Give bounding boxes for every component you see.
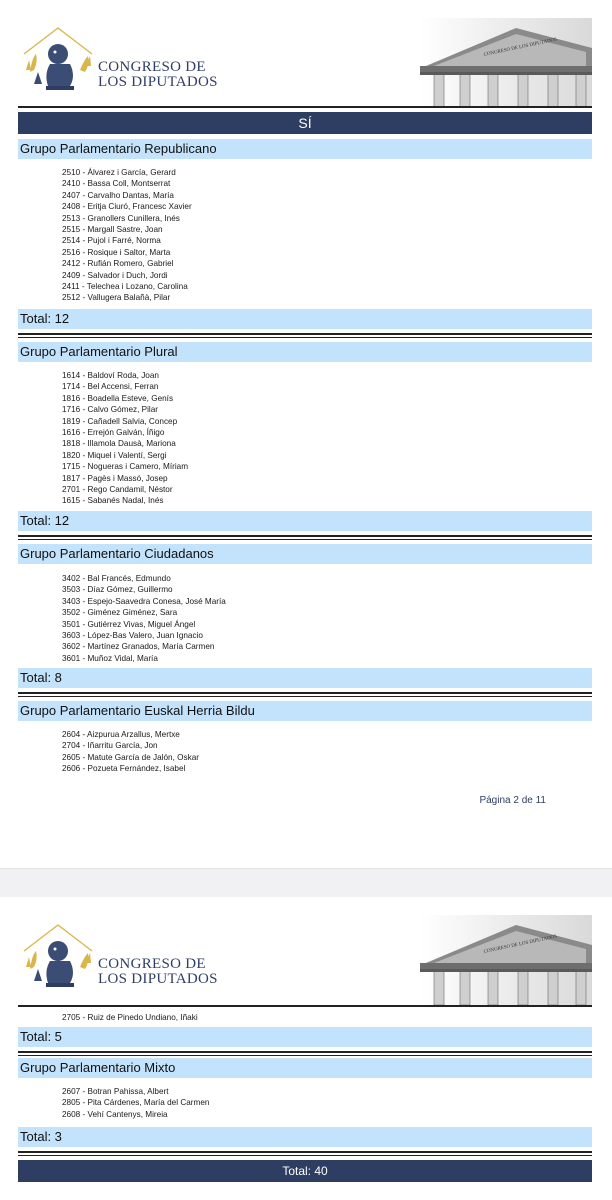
member-item: 1817 - Pagès i Massó, Josep xyxy=(62,473,168,483)
member-item: 3601 - Muñoz Vidal, María xyxy=(62,653,158,663)
member-item: 3501 - Gutiérrez Vivas, Miguel Ángel xyxy=(62,619,196,629)
member-item: 2704 - Iñarritu García, Jon xyxy=(62,741,158,751)
member-list xyxy=(62,370,188,507)
member-item: 3602 - Martínez Granados, María Carmen xyxy=(62,642,215,652)
member-item: 1614 - Baldoví Roda, Joan xyxy=(62,371,159,380)
congreso-lion-logo xyxy=(20,14,100,98)
grand-total: Total: 40 xyxy=(18,1160,592,1182)
building-sign-text: CONGRESO DE LOS DIPUTADOS xyxy=(483,934,558,955)
group-title: Grupo Parlamentario Euskal Herria Bildu xyxy=(18,701,592,721)
group-separator xyxy=(18,333,592,338)
member-item: 1714 - Bel Accensi, Ferran xyxy=(62,382,159,392)
group-separator xyxy=(18,1151,592,1156)
member-item: 3603 - López-Bas Valero, Juan Ignacio xyxy=(62,631,203,641)
member-item: 1616 - Errejón Galván, Íñigo xyxy=(62,428,165,438)
member-item: 3402 - Bal Francés, Edmundo xyxy=(62,574,171,583)
member-item: 2408 - Eritja Ciuró, Francesc Xavier xyxy=(62,202,192,212)
member-list xyxy=(62,1086,209,1120)
member-item: 1715 - Nogueras i Camero, Míriam xyxy=(62,462,189,472)
member-item: 2604 - Aizpurua Arzallus, Mertxe xyxy=(62,730,180,739)
member-item: 1615 - Sabanés Nadal, Inés xyxy=(62,496,164,506)
member-item: 1818 - Illamola Dausà, Mariona xyxy=(62,439,176,449)
member-item: 1816 - Boadella Esteve, Genís xyxy=(62,393,174,403)
member-item: 2701 - Rego Candamil, Néstor xyxy=(62,485,173,495)
group-title: Grupo Parlamentario Republicano xyxy=(18,139,592,159)
group-total: Total: 12 xyxy=(18,309,592,329)
member-item: 2411 - Telechea i Lozano, Carolina xyxy=(62,282,188,292)
member-item: 3502 - Giménez Giménez, Sara xyxy=(62,608,178,618)
member-item: 2605 - Matute García de Jalón, Oskar xyxy=(62,752,199,762)
page-gap xyxy=(0,868,612,898)
member-item: 1820 - Miquel i Valentí, Sergi xyxy=(62,450,167,460)
member-list xyxy=(62,573,226,664)
building-sign-text: CONGRESO DE LOS DIPUTADOS xyxy=(483,37,558,58)
member-item: 2510 - Álvarez i García, Gerard xyxy=(62,168,176,177)
member-item: 2513 - Granollers Cunillera, Inés xyxy=(62,213,180,223)
member-list xyxy=(62,1012,198,1023)
member-list xyxy=(62,729,199,775)
logo-line-1: CONGRESO DE xyxy=(98,956,206,972)
logo-line-2: LOS DIPUTADOS xyxy=(98,74,218,90)
logo-wordmark xyxy=(98,60,218,90)
congreso-lion-logo xyxy=(20,911,100,995)
header-rule xyxy=(18,1005,592,1007)
member-item: 1716 - Calvo Gómez, Pilar xyxy=(62,405,159,415)
member-item: 2608 - Vehí Cantenys, Mireia xyxy=(62,1109,168,1119)
group-total: Total: 5 xyxy=(18,1027,592,1047)
member-item: 2705 - Ruiz de Pinedo Undiano, Iñaki xyxy=(62,1013,198,1022)
congress-building-image xyxy=(420,18,592,108)
group-title: Grupo Parlamentario Ciudadanos xyxy=(18,544,592,564)
member-item: 2407 - Carvalho Dantas, María xyxy=(62,190,174,200)
group-separator xyxy=(18,1051,592,1056)
member-item: 3503 - Díaz Gómez, Guillermo xyxy=(62,585,173,595)
logo-line-2: LOS DIPUTADOS xyxy=(98,971,218,987)
member-item: 3403 - Espejo-Saavedra Conesa, José María xyxy=(62,596,226,606)
header-rule xyxy=(18,106,592,108)
logo-line-1: CONGRESO DE xyxy=(98,59,206,75)
page-header xyxy=(0,0,612,110)
group-separator xyxy=(18,692,592,697)
member-list xyxy=(62,167,192,304)
member-item: 2515 - Margall Sastre, Joan xyxy=(62,225,163,235)
member-item: 2516 - Rosique i Saltor, Marta xyxy=(62,247,171,257)
member-item: 2805 - Pita Cárdenes, María del Carmen xyxy=(62,1098,210,1108)
page-number: Página 2 de 11 xyxy=(479,795,546,806)
group-total: Total: 3 xyxy=(18,1127,592,1147)
member-item: 2410 - Bassa Coll, Montserrat xyxy=(62,179,171,189)
document-page-2 xyxy=(0,897,612,1200)
member-item: 2607 - Botran Pahissa, Albert xyxy=(62,1087,169,1096)
member-item: 2606 - Pozueta Fernández, Isabel xyxy=(62,764,186,774)
member-item: 2409 - Salvador i Duch, Jordi xyxy=(62,270,168,280)
group-total: Total: 12 xyxy=(18,511,592,531)
page-header xyxy=(0,897,612,1007)
group-separator xyxy=(18,535,592,540)
member-item: 2514 - Pujol i Farré, Norma xyxy=(62,236,161,246)
group-title: Grupo Parlamentario Plural xyxy=(18,342,592,362)
group-title: Grupo Parlamentario Mixto xyxy=(18,1058,592,1078)
member-item: 1819 - Cañadell Salvia, Concep xyxy=(62,416,178,426)
vote-header: SÍ xyxy=(18,112,592,134)
logo-wordmark xyxy=(98,957,218,987)
member-item: 2412 - Rufián Romero, Gabriel xyxy=(62,259,174,269)
member-item: 2512 - Vallugera Balañà, Pilar xyxy=(62,293,171,303)
congress-building-image xyxy=(420,915,592,1005)
group-total: Total: 8 xyxy=(18,668,592,688)
